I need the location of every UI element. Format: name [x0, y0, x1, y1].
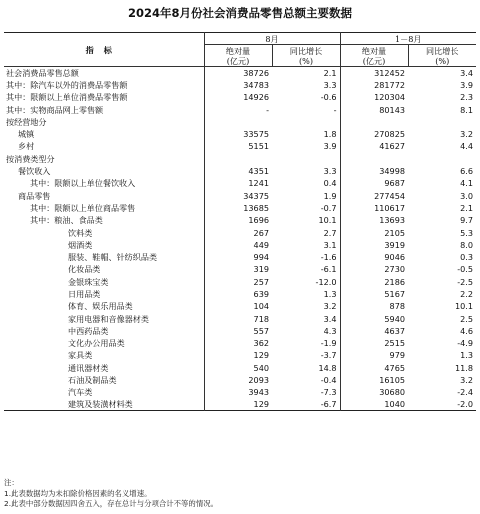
ytd-yoy-cell: 2.2 — [460, 288, 473, 299]
august-absolute-cell: 718 — [204, 312, 272, 324]
august-absolute-cell: 33575 — [204, 128, 272, 140]
ytd-absolute-cell: 4637 — [340, 325, 408, 337]
ytd-absolute-cell: 13693 — [340, 214, 408, 226]
ytd-absolute-cell: 9046 — [340, 251, 408, 263]
table-row — [4, 325, 476, 337]
table-row — [4, 239, 476, 251]
august-absolute-cell: 319 — [204, 263, 272, 275]
august-yoy-cell: -7.3 — [320, 387, 337, 398]
ytd-absolute-cell: 878 — [340, 300, 408, 312]
row-label: 服装、鞋帽、针纺织品类 — [68, 252, 158, 263]
august-absolute-cell: 362 — [204, 337, 272, 349]
ytd-absolute-cell: 277454 — [340, 189, 408, 201]
footnote-2: 2.此表中部分数据因四舍五入，存在总计与分项合计不等的情况。 — [4, 499, 218, 508]
row-label: 其中：除汽车以外的消费品零售额 — [6, 79, 128, 90]
august-yoy-cell: -12.0 — [315, 276, 337, 287]
august-absolute-cell: 14926 — [204, 91, 272, 103]
row-label: 日用品类 — [68, 288, 101, 299]
august-absolute-cell: 2093 — [204, 374, 272, 386]
ytd-yoy-cell: 3.0 — [460, 190, 473, 201]
august-yoy-header: 同比增长 (%) — [272, 45, 340, 67]
ytd-yoy-cell: -0.5 — [457, 264, 473, 275]
ytd-yoy-header: 同比增长 (%) — [408, 45, 476, 67]
row-label: 化妆品类 — [68, 264, 101, 275]
august-absolute-cell: 129 — [204, 349, 272, 361]
ytd-yoy-cell: 0.3 — [460, 252, 473, 263]
row-label: 乡村 — [18, 141, 35, 152]
august-absolute-cell: 34375 — [204, 189, 272, 201]
jan-aug-group-header: 1－8月 — [340, 33, 476, 45]
august-yoy-cell: 1.8 — [323, 129, 337, 140]
august-absolute-header: 绝对量 (亿元) — [204, 45, 272, 67]
row-label: 金银珠宝类 — [68, 276, 109, 287]
row-label: 建筑及装潢材料类 — [68, 399, 133, 410]
table-row — [4, 79, 476, 91]
ytd-yoy-cell: 1.3 — [460, 350, 473, 361]
table-body — [4, 67, 476, 411]
ytd-absolute-cell: 2730 — [340, 263, 408, 275]
august-yoy-cell: 1.3 — [323, 288, 337, 299]
august-yoy-cell: 2.7 — [323, 227, 337, 238]
ytd-yoy-cell: 3.9 — [460, 79, 473, 90]
ytd-absolute-cell: 9687 — [340, 177, 408, 189]
august-absolute-cell: 557 — [204, 325, 272, 337]
august-yoy-cell: 4.3 — [323, 325, 337, 336]
ytd-absolute-cell: 979 — [340, 349, 408, 361]
table-row — [4, 177, 476, 189]
table-row — [4, 103, 476, 115]
row-label: 家用电器和音像器材类 — [68, 313, 149, 324]
ytd-yoy-cell: 4.1 — [460, 178, 473, 189]
ytd-absolute-cell: 281772 — [340, 79, 408, 91]
row-label: 按经营地分 — [6, 116, 47, 127]
august-yoy-cell: -1.6 — [320, 252, 337, 263]
footnote-heading: 注： — [4, 478, 19, 487]
table-row — [4, 251, 476, 263]
row-label: 中西药品类 — [68, 325, 109, 336]
ytd-absolute-cell: 34998 — [340, 165, 408, 177]
table-row — [4, 202, 476, 214]
row-label: 社会消费品零售总额 — [6, 67, 79, 78]
indicator-header: 指标 — [4, 33, 204, 67]
table-row — [4, 153, 476, 165]
table-row — [4, 349, 476, 361]
row-label: 城镇 — [18, 129, 35, 140]
ytd-yoy-cell: 6.6 — [460, 166, 473, 177]
row-label: 其中：限额以上单位商品零售 — [30, 202, 136, 213]
row-label: 文化办公用品类 — [68, 338, 125, 349]
ytd-yoy-cell: 2.3 — [460, 92, 473, 103]
august-yoy-cell: 2.1 — [323, 67, 337, 78]
footnote-1: 1.此表数据均为未扣除价格因素的名义增速。 — [4, 488, 152, 498]
august-yoy-cell: 14.8 — [318, 362, 337, 373]
retail-sales-table — [4, 32, 476, 411]
table-row — [4, 189, 476, 201]
row-label: 饮料类 — [68, 227, 93, 238]
august-yoy-cell: 3.3 — [323, 166, 337, 177]
ytd-absolute-cell: 2515 — [340, 337, 408, 349]
ytd-yoy-cell: 8.0 — [460, 239, 473, 250]
table-row — [4, 67, 476, 79]
august-yoy-cell: -0.7 — [320, 202, 337, 213]
row-label: 其中：实物商品网上零售额 — [6, 104, 104, 115]
table-row — [4, 337, 476, 349]
table-row — [4, 374, 476, 386]
august-yoy-cell: -6.1 — [320, 264, 337, 275]
august-yoy-cell: -3.7 — [320, 350, 337, 361]
august-absolute-cell: 639 — [204, 288, 272, 300]
ytd-absolute-cell: 80143 — [340, 103, 408, 115]
ytd-yoy-cell: -2.4 — [457, 387, 473, 398]
ytd-absolute-cell — [340, 153, 408, 165]
table-row — [4, 165, 476, 177]
august-absolute-cell — [204, 153, 272, 165]
ytd-yoy-cell — [408, 116, 476, 128]
ytd-absolute-cell: 1040 — [340, 399, 408, 411]
ytd-absolute-cell: 41627 — [340, 140, 408, 152]
august-yoy-cell: 0.4 — [323, 178, 337, 189]
ytd-yoy-cell: 10.1 — [454, 301, 473, 312]
august-absolute-cell: 257 — [204, 276, 272, 288]
august-absolute-cell: 13685 — [204, 202, 272, 214]
august-absolute-cell — [204, 116, 272, 128]
ytd-absolute-cell: 16105 — [340, 374, 408, 386]
table-row — [4, 226, 476, 238]
table-row — [4, 312, 476, 324]
august-absolute-cell: 38726 — [204, 67, 272, 79]
ytd-absolute-cell: 2186 — [340, 276, 408, 288]
august-yoy-cell — [272, 116, 340, 128]
ytd-yoy-cell: 9.7 — [460, 215, 473, 226]
row-label: 烟酒类 — [68, 239, 93, 250]
row-label: 通讯器材类 — [68, 362, 109, 373]
august-yoy-cell — [272, 153, 340, 165]
row-label: 其中：粮油、食品类 — [30, 215, 103, 226]
august-yoy-cell: -0.4 — [320, 375, 337, 386]
august-absolute-cell: 1241 — [204, 177, 272, 189]
august-absolute-cell: 104 — [204, 300, 272, 312]
row-label: 其中：限额以上单位消费品零售额 — [6, 92, 128, 103]
table-row — [4, 263, 476, 275]
august-group-header: 8月 — [204, 33, 340, 45]
august-absolute-cell: 267 — [204, 226, 272, 238]
ytd-yoy-cell: 4.6 — [460, 325, 473, 336]
row-label: 家具类 — [68, 350, 93, 361]
ytd-yoy-cell: -4.9 — [457, 338, 473, 349]
ytd-absolute-cell: 5940 — [340, 312, 408, 324]
august-yoy-cell: -1.9 — [320, 338, 337, 349]
table-row — [4, 214, 476, 226]
row-label: 其中：限额以上单位餐饮收入 — [30, 178, 136, 189]
footnotes — [4, 478, 218, 510]
ytd-yoy-cell: 3.2 — [460, 375, 473, 386]
august-yoy-cell: 3.4 — [323, 313, 337, 324]
august-absolute-cell: 129 — [204, 399, 272, 411]
table-row — [4, 399, 476, 411]
august-absolute-cell: 449 — [204, 239, 272, 251]
august-yoy-cell: -0.6 — [320, 92, 337, 103]
august-absolute-cell: 5151 — [204, 140, 272, 152]
august-absolute-cell: 34783 — [204, 79, 272, 91]
ytd-absolute-cell — [340, 116, 408, 128]
ytd-absolute-cell: 2105 — [340, 226, 408, 238]
august-yoy-cell: 3.1 — [323, 239, 337, 250]
ytd-yoy-cell: 3.4 — [460, 67, 473, 78]
table-row — [4, 128, 476, 140]
ytd-yoy-cell: -2.0 — [457, 399, 473, 410]
august-absolute-cell: - — [204, 103, 272, 115]
page-title: 2024年8月份社会消费品零售总额主要数据 — [127, 6, 352, 20]
august-yoy-cell: 3.3 — [323, 79, 337, 90]
ytd-absolute-header: 绝对量 (亿元) — [340, 45, 408, 67]
table-row — [4, 362, 476, 374]
august-absolute-cell: 994 — [204, 251, 272, 263]
ytd-absolute-cell: 110617 — [340, 202, 408, 214]
table-row — [4, 140, 476, 152]
ytd-yoy-cell: 4.4 — [460, 141, 473, 152]
ytd-absolute-cell: 3919 — [340, 239, 408, 251]
row-label: 商品零售 — [18, 190, 51, 201]
august-yoy-cell: -6.7 — [320, 399, 337, 410]
august-absolute-cell: 4351 — [204, 165, 272, 177]
august-yoy-cell: 10.1 — [318, 215, 337, 226]
ytd-yoy-cell: -2.5 — [457, 276, 473, 287]
august-absolute-cell: 1696 — [204, 214, 272, 226]
august-yoy-cell: - — [333, 104, 337, 115]
row-label: 体育、娱乐用品类 — [68, 301, 133, 312]
table-row — [4, 288, 476, 300]
table-row — [4, 386, 476, 398]
ytd-yoy-cell: 2.5 — [460, 313, 473, 324]
ytd-yoy-cell: 3.2 — [460, 129, 473, 140]
august-absolute-cell: 540 — [204, 362, 272, 374]
ytd-yoy-cell: 5.3 — [460, 227, 473, 238]
ytd-absolute-cell: 5167 — [340, 288, 408, 300]
table-row — [4, 116, 476, 128]
august-absolute-cell: 3943 — [204, 386, 272, 398]
august-yoy-cell: 3.2 — [323, 301, 337, 312]
ytd-absolute-cell: 270825 — [340, 128, 408, 140]
ytd-yoy-cell: 2.1 — [460, 202, 473, 213]
ytd-absolute-cell: 30680 — [340, 386, 408, 398]
table-row — [4, 276, 476, 288]
ytd-absolute-cell: 120304 — [340, 91, 408, 103]
ytd-yoy-cell — [408, 153, 476, 165]
row-label: 按消费类型分 — [6, 153, 55, 164]
ytd-absolute-cell: 4765 — [340, 362, 408, 374]
row-label: 餐饮收入 — [18, 166, 51, 177]
table-row — [4, 91, 476, 103]
august-yoy-cell: 3.9 — [323, 141, 337, 152]
row-label: 石油及制品类 — [68, 375, 117, 386]
ytd-yoy-cell: 8.1 — [460, 104, 473, 115]
ytd-yoy-cell: 11.8 — [454, 362, 473, 373]
august-yoy-cell: 1.9 — [323, 190, 337, 201]
table-row — [4, 300, 476, 312]
ytd-absolute-cell: 312452 — [340, 67, 408, 79]
row-label: 汽车类 — [68, 387, 93, 398]
